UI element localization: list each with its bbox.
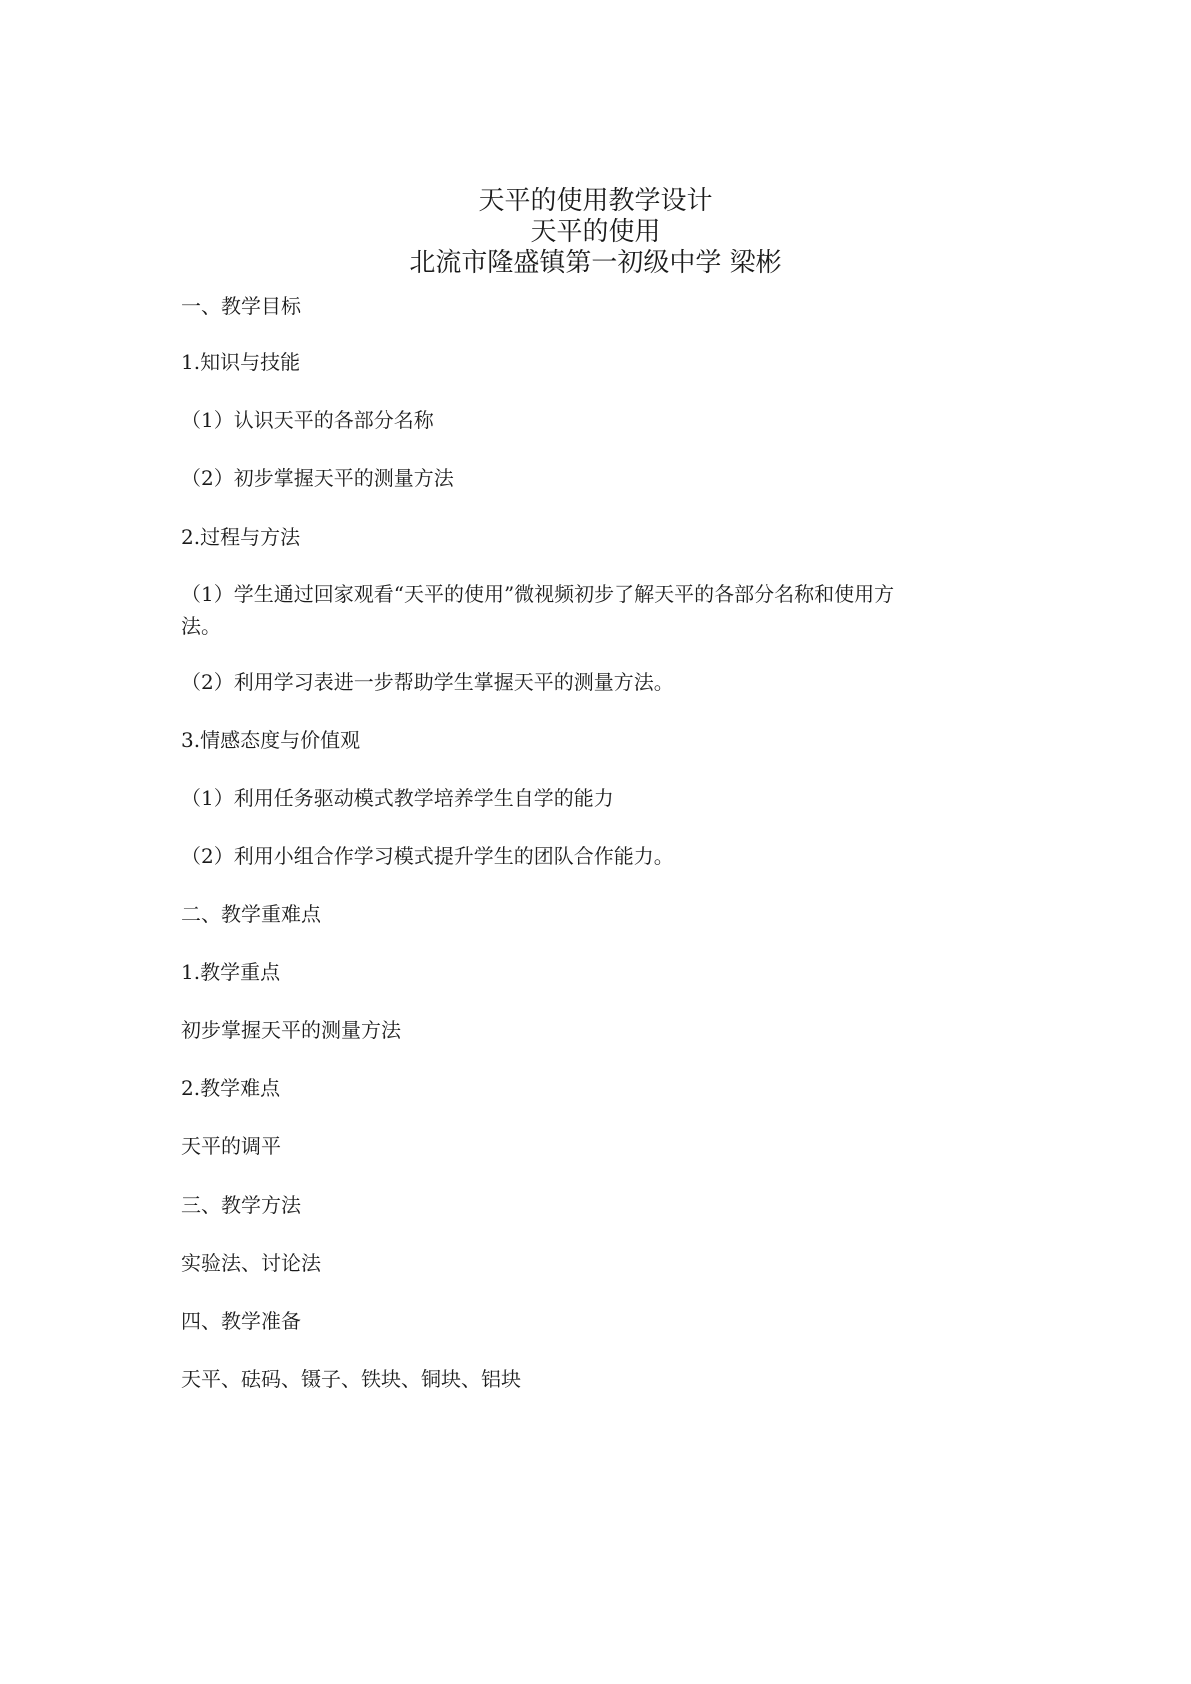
list-item: （1）学生通过回家观看“天平的使用”微视频初步了解天平的各部分名称和使用方法。 — [181, 582, 895, 638]
section-heading-methods: 三、教学方法 — [181, 1193, 301, 1217]
subheading-process-methods: 2.过程与方法 — [181, 525, 301, 549]
author-line: 北流市隆盛镇第一初级中学 梁彬 — [409, 248, 782, 278]
list-item: （1）认识天平的各部分名称 — [181, 408, 434, 432]
subheading-knowledge-skills: 1.知识与技能 — [181, 350, 301, 374]
paragraph: 实验法、讨论法 — [181, 1251, 321, 1275]
list-item: （2）利用学习表进一步帮助学生掌握天平的测量方法。 — [181, 670, 674, 694]
list-item: （2）初步掌握天平的测量方法 — [181, 466, 454, 490]
document-header — [0, 186, 1191, 279]
paragraph: 初步掌握天平的测量方法 — [181, 1018, 401, 1042]
paragraph: 天平的调平 — [181, 1134, 281, 1158]
document-title: 天平的使用教学设计 — [478, 186, 713, 216]
section-heading-preparation: 四、教学准备 — [181, 1309, 301, 1333]
subheading-difficult-point: 2.教学难点 — [181, 1076, 281, 1100]
list-item: （2）利用小组合作学习模式提升学生的团队合作能力。 — [181, 844, 674, 868]
document-subtitle: 天平的使用 — [530, 217, 661, 247]
subheading-attitudes-values: 3.情感态度与价值观 — [181, 728, 361, 752]
section-heading-objectives: 一、教学目标 — [181, 294, 301, 318]
section-heading-key-points: 二、教学重难点 — [181, 902, 321, 926]
subheading-key-point: 1.教学重点 — [181, 960, 281, 984]
paragraph: 天平、砝码、镊子、铁块、铜块、铝块 — [181, 1367, 521, 1391]
list-item: （1）利用任务驱动模式教学培养学生自学的能力 — [181, 786, 614, 810]
